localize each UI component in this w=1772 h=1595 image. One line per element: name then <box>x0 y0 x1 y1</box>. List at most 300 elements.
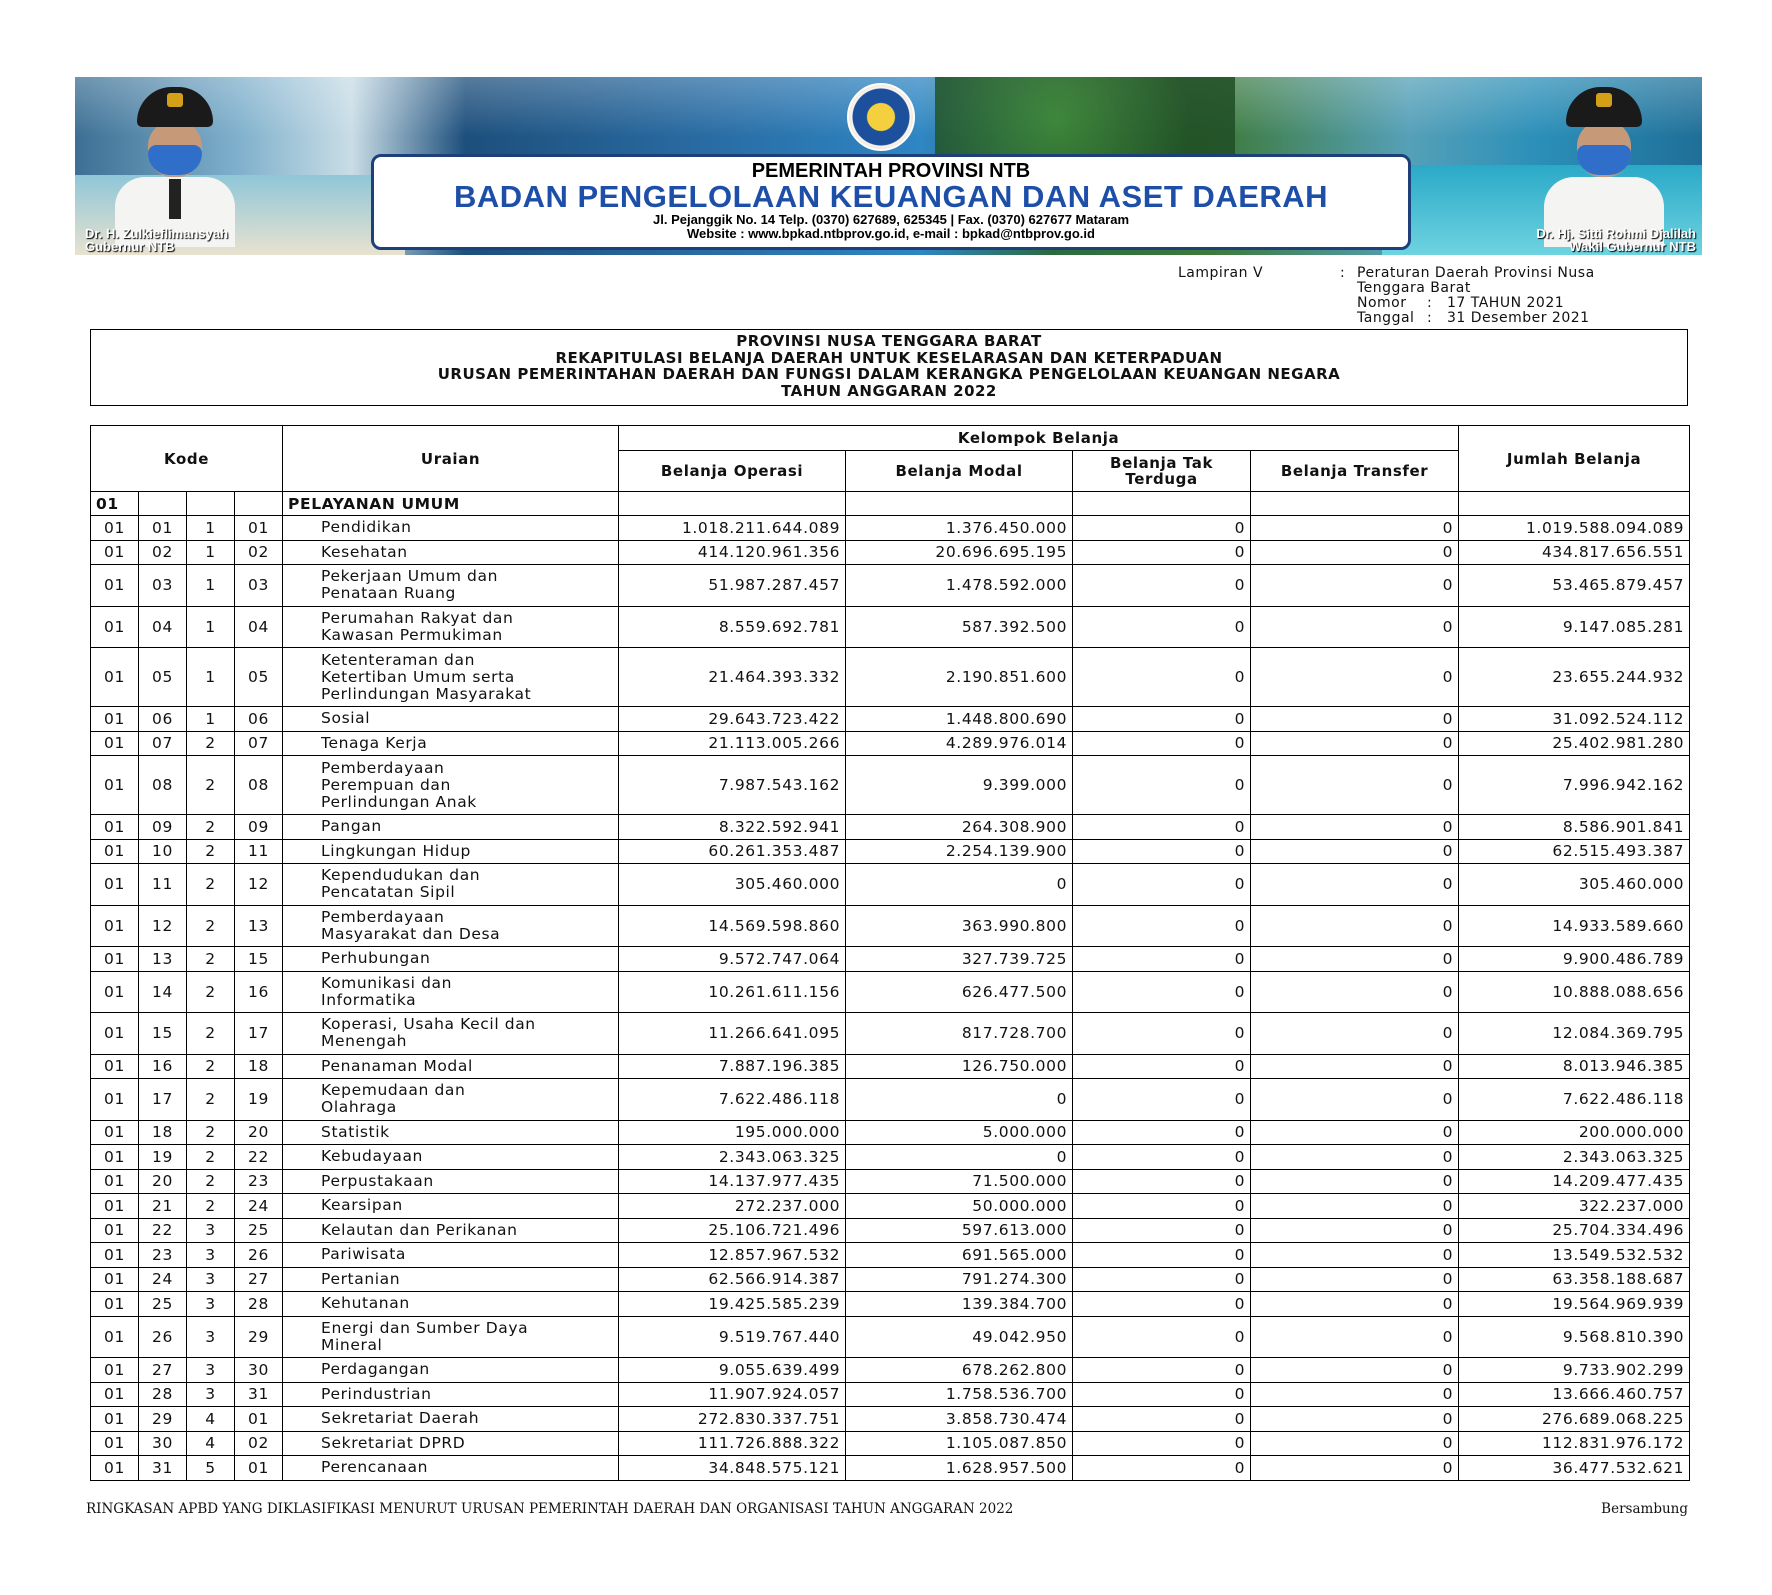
belanja-tak-terduga-cell: 0 <box>1073 707 1251 732</box>
code-subfungsi: 19 <box>235 1079 283 1121</box>
jumlah-belanja-cell: 9.900.486.789 <box>1459 947 1690 972</box>
uraian-line: Pertanian <box>321 1269 401 1288</box>
code-fungsi: 4 <box>187 1431 235 1456</box>
code-fungsi: 3 <box>187 1358 235 1383</box>
report-title-affairs: URUSAN PEMERINTAHAN DAERAH DAN FUNGSI DALAM KERANGKA PENGELOLAAN KEUANGAN NEGARA <box>437 365 1341 383</box>
jumlah-belanja-cell: 12.084.369.795 <box>1459 1013 1690 1055</box>
code-bidang: 05 <box>139 648 187 707</box>
jumlah-belanja-cell: 31.092.524.112 <box>1459 707 1690 732</box>
uraian-line: Kawasan Permukiman <box>321 625 503 644</box>
belanja-operasi-cell: 11.907.924.057 <box>619 1382 846 1407</box>
belanja-operasi-cell: 272.237.000 <box>619 1194 846 1219</box>
governor-name: Dr. H. Zulkieflimansyah <box>85 226 229 241</box>
table-row <box>91 1431 1690 1456</box>
belanja-modal-cell: 49.042.950 <box>846 1316 1073 1358</box>
belanja-operasi-cell: 195.000.000 <box>619 1120 846 1145</box>
code-bidang: 13 <box>139 947 187 972</box>
uraian-line: Penanaman Modal <box>321 1056 473 1075</box>
jumlah-belanja-cell: 9.147.085.281 <box>1459 606 1690 648</box>
code-subfungsi: 23 <box>235 1169 283 1194</box>
table-row <box>91 516 1690 541</box>
code-fungsi: 3 <box>187 1316 235 1358</box>
belanja-transfer-cell: 0 <box>1251 1169 1459 1194</box>
uraian-line: Pariwisata <box>321 1245 407 1264</box>
code-urusan: 01 <box>91 864 139 906</box>
tanggal-label: Tanggal <box>1357 310 1415 326</box>
uraian-line: Kelautan dan Perikanan <box>321 1220 518 1239</box>
uraian-cell <box>283 1079 619 1121</box>
code-fungsi: 3 <box>187 1267 235 1292</box>
belanja-transfer-cell: 0 <box>1251 839 1459 864</box>
report-title-box <box>90 329 1688 406</box>
belanja-operasi-cell: 11.266.641.095 <box>619 1013 846 1055</box>
belanja-modal-cell: 1.376.450.000 <box>846 516 1073 541</box>
section-code: 01 <box>91 492 139 516</box>
code-fungsi: 2 <box>187 731 235 756</box>
code-subfungsi: 09 <box>235 815 283 840</box>
code-fungsi: 1 <box>187 606 235 648</box>
uraian-line: Menengah <box>321 1032 408 1051</box>
header-belanja-modal: Belanja Modal <box>846 451 1073 492</box>
uraian-cell <box>283 1054 619 1079</box>
belanja-modal-cell: 1.478.592.000 <box>846 565 1073 607</box>
code-subfungsi: 18 <box>235 1054 283 1079</box>
code-bidang: 17 <box>139 1079 187 1121</box>
section-row <box>91 492 1690 516</box>
uraian-line: Lingkungan Hidup <box>321 841 471 860</box>
table-row <box>91 1267 1690 1292</box>
belanja-transfer-cell: 0 <box>1251 606 1459 648</box>
uraian-cell <box>283 1194 619 1219</box>
code-urusan: 01 <box>91 1120 139 1145</box>
table-row <box>91 540 1690 565</box>
lampiran-regulation-line1: Peraturan Daerah Provinsi Nusa <box>1357 265 1595 281</box>
belanja-transfer-cell: 0 <box>1251 565 1459 607</box>
jumlah-belanja-cell: 276.689.068.225 <box>1459 1407 1690 1432</box>
belanja-modal-cell: 1.758.536.700 <box>846 1382 1073 1407</box>
uraian-line: Perempuan dan <box>321 775 451 794</box>
report-title-year: TAHUN ANGGARAN 2022 <box>781 381 997 400</box>
uraian-cell <box>283 971 619 1013</box>
code-fungsi: 2 <box>187 971 235 1013</box>
uraian-cell <box>283 565 619 607</box>
uraian-line: Perlindungan Anak <box>321 792 477 811</box>
belanja-modal-cell: 3.858.730.474 <box>846 1407 1073 1432</box>
belanja-transfer-cell: 0 <box>1251 1431 1459 1456</box>
table-row <box>91 1218 1690 1243</box>
belanja-transfer-cell: 0 <box>1251 1120 1459 1145</box>
jumlah-belanja-cell: 25.704.334.496 <box>1459 1218 1690 1243</box>
uraian-line: Informatika <box>321 990 417 1009</box>
uraian-line: Kependudukan dan <box>321 866 481 885</box>
belanja-modal-cell: 817.728.700 <box>846 1013 1073 1055</box>
belanja-operasi-cell: 34.848.575.121 <box>619 1456 846 1481</box>
belanja-transfer-cell: 0 <box>1251 516 1459 541</box>
code-fungsi: 2 <box>187 1054 235 1079</box>
jumlah-belanja-cell: 63.358.188.687 <box>1459 1267 1690 1292</box>
uraian-cell <box>283 540 619 565</box>
belanja-tak-terduga-cell: 0 <box>1073 1456 1251 1481</box>
code-urusan: 01 <box>91 971 139 1013</box>
code-urusan: 01 <box>91 1407 139 1432</box>
jumlah-belanja-cell: 25.402.981.280 <box>1459 731 1690 756</box>
code-subfungsi: 01 <box>235 1407 283 1432</box>
belanja-modal-cell: 126.750.000 <box>846 1054 1073 1079</box>
uraian-line: Sekretariat DPRD <box>321 1433 466 1452</box>
uraian-cell <box>283 864 619 906</box>
uraian-line: Pekerjaan Umum dan <box>321 567 499 586</box>
table-row <box>91 707 1690 732</box>
table-row <box>91 1169 1690 1194</box>
code-urusan: 01 <box>91 707 139 732</box>
belanja-operasi-cell: 12.857.967.532 <box>619 1243 846 1268</box>
code-subfungsi: 15 <box>235 947 283 972</box>
belanja-transfer-cell: 0 <box>1251 1194 1459 1219</box>
belanja-modal-cell: 0 <box>846 864 1073 906</box>
table-row <box>91 1292 1690 1317</box>
empty-cell <box>139 492 187 516</box>
uraian-line: Pangan <box>321 817 382 836</box>
code-bidang: 07 <box>139 731 187 756</box>
code-fungsi: 2 <box>187 839 235 864</box>
belanja-tak-terduga-cell: 0 <box>1073 905 1251 947</box>
uraian-line: Perlindungan Masyarakat <box>321 684 532 703</box>
uraian-cell <box>283 1292 619 1317</box>
uraian-line: Perhubungan <box>321 949 431 968</box>
nomor-label: Nomor <box>1357 295 1407 311</box>
belanja-tak-terduga-cell: 0 <box>1073 1267 1251 1292</box>
empty-cell <box>619 492 846 516</box>
table-row <box>91 1382 1690 1407</box>
code-subfungsi: 22 <box>235 1145 283 1170</box>
uraian-cell <box>283 839 619 864</box>
belanja-tak-terduga-cell: 0 <box>1073 1431 1251 1456</box>
code-subfungsi: 24 <box>235 1194 283 1219</box>
ntb-emblem-logo <box>847 83 915 151</box>
belanja-modal-cell: 691.565.000 <box>846 1243 1073 1268</box>
code-subfungsi: 25 <box>235 1218 283 1243</box>
belanja-transfer-cell: 0 <box>1251 1054 1459 1079</box>
belanja-transfer-cell: 0 <box>1251 707 1459 732</box>
code-subfungsi: 02 <box>235 1431 283 1456</box>
table-row <box>91 648 1690 707</box>
code-bidang: 18 <box>139 1120 187 1145</box>
code-subfungsi: 17 <box>235 1013 283 1055</box>
uraian-line: Statistik <box>321 1122 390 1141</box>
code-urusan: 01 <box>91 516 139 541</box>
jumlah-belanja-cell: 434.817.656.551 <box>1459 540 1690 565</box>
empty-cell <box>187 492 235 516</box>
code-urusan: 01 <box>91 1145 139 1170</box>
section-label: PELAYANAN UMUM <box>283 492 619 516</box>
code-urusan: 01 <box>91 1431 139 1456</box>
belanja-operasi-cell: 8.322.592.941 <box>619 815 846 840</box>
belanja-tak-terduga-cell: 0 <box>1073 839 1251 864</box>
footer-summary: RINGKASAN APBD YANG DIKLASIFIKASI MENURUT URUSAN PEMERINTAH DAERAH DAN ORGANISASI TAHUN ANGGARAN 2022 <box>86 1501 1014 1517</box>
code-urusan: 01 <box>91 1079 139 1121</box>
belanja-transfer-cell: 0 <box>1251 864 1459 906</box>
belanja-tak-terduga-cell: 0 <box>1073 731 1251 756</box>
belanja-tak-terduga-cell: 0 <box>1073 1013 1251 1055</box>
table-row <box>91 756 1690 815</box>
code-bidang: 01 <box>139 516 187 541</box>
code-fungsi: 2 <box>187 905 235 947</box>
uraian-line: Pemberdayaan <box>321 907 445 926</box>
belanja-transfer-cell: 0 <box>1251 1267 1459 1292</box>
belanja-operasi-cell: 21.464.393.332 <box>619 648 846 707</box>
belanja-operasi-cell: 25.106.721.496 <box>619 1218 846 1243</box>
jumlah-belanja-cell: 14.209.477.435 <box>1459 1169 1690 1194</box>
code-urusan: 01 <box>91 1243 139 1268</box>
belanja-tak-terduga-cell: 0 <box>1073 606 1251 648</box>
belanja-tak-terduga-cell: 0 <box>1073 516 1251 541</box>
uraian-line: Komunikasi dan <box>321 973 453 992</box>
code-subfungsi: 03 <box>235 565 283 607</box>
vice-governor-name: Dr. Hj. Sitti Rohmi Djalilah <box>1536 226 1696 241</box>
code-urusan: 01 <box>91 1456 139 1481</box>
belanja-operasi-cell: 14.137.977.435 <box>619 1169 846 1194</box>
belanja-operasi-cell: 305.460.000 <box>619 864 846 906</box>
uraian-cell <box>283 815 619 840</box>
uraian-line: Perumahan Rakyat dan <box>321 608 514 627</box>
uraian-line: Ketertiban Umum serta <box>321 667 515 686</box>
belanja-operasi-cell: 414.120.961.356 <box>619 540 846 565</box>
belanja-operasi-cell: 21.113.005.266 <box>619 731 846 756</box>
agency-title-box <box>371 154 1411 250</box>
code-fungsi: 2 <box>187 815 235 840</box>
belanja-transfer-cell: 0 <box>1251 1013 1459 1055</box>
table-row <box>91 815 1690 840</box>
jumlah-belanja-cell: 9.568.810.390 <box>1459 1316 1690 1358</box>
belanja-modal-cell: 50.000.000 <box>846 1194 1073 1219</box>
code-bidang: 27 <box>139 1358 187 1383</box>
code-bidang: 19 <box>139 1145 187 1170</box>
code-bidang: 12 <box>139 905 187 947</box>
code-bidang: 16 <box>139 1054 187 1079</box>
code-urusan: 01 <box>91 1194 139 1219</box>
belanja-tak-terduga-cell: 0 <box>1073 1382 1251 1407</box>
code-urusan: 01 <box>91 540 139 565</box>
code-urusan: 01 <box>91 756 139 815</box>
belanja-tak-terduga-cell: 0 <box>1073 1145 1251 1170</box>
belanja-transfer-cell: 0 <box>1251 540 1459 565</box>
code-fungsi: 3 <box>187 1382 235 1407</box>
jumlah-belanja-cell: 13.666.460.757 <box>1459 1382 1690 1407</box>
code-bidang: 26 <box>139 1316 187 1358</box>
belanja-modal-cell: 1.628.957.500 <box>846 1456 1073 1481</box>
code-fungsi: 3 <box>187 1218 235 1243</box>
belanja-modal-cell: 1.105.087.850 <box>846 1431 1073 1456</box>
belanja-tak-terduga-cell: 0 <box>1073 540 1251 565</box>
code-urusan: 01 <box>91 731 139 756</box>
belanja-operasi-cell: 10.261.611.156 <box>619 971 846 1013</box>
belanja-tak-terduga-cell: 0 <box>1073 756 1251 815</box>
governor-title: Gubernur NTB <box>85 239 175 254</box>
nomor-value: 17 TAHUN 2021 <box>1447 295 1565 311</box>
report-title-province: PROVINSI NUSA TENGGARA BARAT <box>736 332 1042 350</box>
belanja-operasi-cell: 7.987.543.162 <box>619 756 846 815</box>
uraian-cell <box>283 648 619 707</box>
header-uraian: Uraian <box>283 426 619 492</box>
code-fungsi: 5 <box>187 1456 235 1481</box>
uraian-line: Perdagangan <box>321 1360 430 1379</box>
code-bidang: 25 <box>139 1292 187 1317</box>
uraian-cell <box>283 707 619 732</box>
belanja-transfer-cell: 0 <box>1251 1145 1459 1170</box>
code-fungsi: 2 <box>187 1145 235 1170</box>
header-belanja-operasi: Belanja Operasi <box>619 451 846 492</box>
belanja-operasi-cell: 7.887.196.385 <box>619 1054 846 1079</box>
code-urusan: 01 <box>91 648 139 707</box>
code-urusan: 01 <box>91 1382 139 1407</box>
jumlah-belanja-cell: 10.888.088.656 <box>1459 971 1690 1013</box>
code-bidang: 06 <box>139 707 187 732</box>
expenditure-table <box>90 425 1690 1481</box>
belanja-transfer-cell: 0 <box>1251 1316 1459 1358</box>
code-subfungsi: 29 <box>235 1316 283 1358</box>
jumlah-belanja-cell: 200.000.000 <box>1459 1120 1690 1145</box>
uraian-line: Penataan Ruang <box>321 584 456 603</box>
belanja-tak-terduga-cell: 0 <box>1073 1292 1251 1317</box>
code-bidang: 03 <box>139 565 187 607</box>
code-urusan: 01 <box>91 815 139 840</box>
uraian-line: Perindustrian <box>321 1384 432 1403</box>
table-row <box>91 1194 1690 1219</box>
belanja-tak-terduga-cell: 0 <box>1073 971 1251 1013</box>
table-row <box>91 1120 1690 1145</box>
belanja-tak-terduga-cell: 0 <box>1073 1243 1251 1268</box>
uraian-cell <box>283 1358 619 1383</box>
code-subfungsi: 28 <box>235 1292 283 1317</box>
lampiran-tanggal <box>1357 311 1595 326</box>
code-bidang: 21 <box>139 1194 187 1219</box>
agency-website: Website : www.bpkad.ntbprov.go.id, e-mail : bpkad@ntbprov.go.id <box>687 226 1095 241</box>
uraian-cell <box>283 1267 619 1292</box>
table-row <box>91 1079 1690 1121</box>
lampiran-label: Lampiran V <box>1178 265 1264 281</box>
table-row <box>91 1316 1690 1358</box>
belanja-tak-terduga-cell: 0 <box>1073 1054 1251 1079</box>
belanja-modal-cell: 20.696.695.195 <box>846 540 1073 565</box>
uraian-cell <box>283 947 619 972</box>
code-bidang: 24 <box>139 1267 187 1292</box>
uraian-cell <box>283 606 619 648</box>
belanja-operasi-cell: 1.018.211.644.089 <box>619 516 846 541</box>
lampiran-colon: : <box>1340 265 1346 281</box>
vice-governor-photo <box>1544 87 1664 237</box>
belanja-modal-cell: 5.000.000 <box>846 1120 1073 1145</box>
jumlah-belanja-cell: 23.655.244.932 <box>1459 648 1690 707</box>
code-bidang: 10 <box>139 839 187 864</box>
code-fungsi: 1 <box>187 540 235 565</box>
belanja-transfer-cell: 0 <box>1251 1079 1459 1121</box>
code-subfungsi: 02 <box>235 540 283 565</box>
table-row <box>91 1243 1690 1268</box>
code-urusan: 01 <box>91 905 139 947</box>
code-subfungsi: 30 <box>235 1358 283 1383</box>
uraian-line: Kesehatan <box>321 542 408 561</box>
uraian-cell <box>283 1431 619 1456</box>
code-urusan: 01 <box>91 565 139 607</box>
uraian-line: Koperasi, Usaha Kecil dan <box>321 1015 536 1034</box>
belanja-modal-cell: 9.399.000 <box>846 756 1073 815</box>
table-row <box>91 905 1690 947</box>
code-subfungsi: 11 <box>235 839 283 864</box>
belanja-tak-terduga-cell: 0 <box>1073 1316 1251 1358</box>
code-urusan: 01 <box>91 947 139 972</box>
uraian-line: Pendidikan <box>321 518 412 537</box>
belanja-transfer-cell: 0 <box>1251 756 1459 815</box>
table-row <box>91 971 1690 1013</box>
uraian-line: Kebudayaan <box>321 1147 423 1166</box>
code-bidang: 22 <box>139 1218 187 1243</box>
code-urusan: 01 <box>91 1218 139 1243</box>
jumlah-belanja-cell: 322.237.000 <box>1459 1194 1690 1219</box>
jumlah-belanja-cell: 112.831.976.172 <box>1459 1431 1690 1456</box>
belanja-operasi-cell: 9.572.747.064 <box>619 947 846 972</box>
jumlah-belanja-cell: 8.586.901.841 <box>1459 815 1690 840</box>
belanja-modal-cell: 139.384.700 <box>846 1292 1073 1317</box>
belanja-operasi-cell: 51.987.287.457 <box>619 565 846 607</box>
uraian-line: Kehutanan <box>321 1294 410 1313</box>
belanja-modal-cell: 0 <box>846 1079 1073 1121</box>
belanja-tak-terduga-cell: 0 <box>1073 947 1251 972</box>
uraian-cell <box>283 1243 619 1268</box>
belanja-transfer-cell: 0 <box>1251 1456 1459 1481</box>
belanja-tak-terduga-cell: 0 <box>1073 815 1251 840</box>
belanja-tak-terduga-cell: 0 <box>1073 1358 1251 1383</box>
belanja-tak-terduga-cell: 0 <box>1073 1407 1251 1432</box>
uraian-line: Ketenteraman dan <box>321 650 476 669</box>
agency-address: Jl. Pejanggik No. 14 Telp. (0370) 627689, 625345 | Fax. (0370) 627677 Mataram <box>653 212 1129 227</box>
code-bidang: 02 <box>139 540 187 565</box>
agency-name: BADAN PENGELOLAAN KEUANGAN DAN ASET DAERAH <box>453 179 1329 214</box>
code-bidang: 08 <box>139 756 187 815</box>
belanja-tak-terduga-cell: 0 <box>1073 648 1251 707</box>
jumlah-belanja-cell: 13.549.532.532 <box>1459 1243 1690 1268</box>
nomor-colon: : <box>1427 295 1433 311</box>
code-bidang: 15 <box>139 1013 187 1055</box>
uraian-line: Sosial <box>321 709 371 728</box>
belanja-transfer-cell: 0 <box>1251 1382 1459 1407</box>
lampiran-regulation-line2: Tenggara Barat <box>1357 280 1471 296</box>
header-belanja-transfer: Belanja Transfer <box>1251 451 1459 492</box>
code-fungsi: 1 <box>187 565 235 607</box>
belanja-tak-terduga-cell: 0 <box>1073 1194 1251 1219</box>
jumlah-belanja-cell: 305.460.000 <box>1459 864 1690 906</box>
jumlah-belanja-cell: 7.996.942.162 <box>1459 756 1690 815</box>
code-fungsi: 3 <box>187 1292 235 1317</box>
uraian-line: Sekretariat Daerah <box>321 1409 480 1428</box>
lampiran-detail <box>1357 266 1595 326</box>
belanja-transfer-cell: 0 <box>1251 1292 1459 1317</box>
code-subfungsi: 05 <box>235 648 283 707</box>
tanggal-colon: : <box>1427 310 1433 326</box>
code-bidang: 31 <box>139 1456 187 1481</box>
header-jumlah-belanja: Jumlah Belanja <box>1459 426 1690 492</box>
code-fungsi: 3 <box>187 1243 235 1268</box>
belanja-modal-cell: 363.990.800 <box>846 905 1073 947</box>
belanja-transfer-cell: 0 <box>1251 1358 1459 1383</box>
jumlah-belanja-cell: 53.465.879.457 <box>1459 565 1690 607</box>
belanja-operasi-cell: 7.622.486.118 <box>619 1079 846 1121</box>
belanja-tak-terduga-cell: 0 <box>1073 1079 1251 1121</box>
code-fungsi: 2 <box>187 947 235 972</box>
belanja-transfer-cell: 0 <box>1251 731 1459 756</box>
belanja-tak-terduga-cell: 0 <box>1073 864 1251 906</box>
code-fungsi: 2 <box>187 1194 235 1219</box>
jumlah-belanja-cell: 9.733.902.299 <box>1459 1358 1690 1383</box>
